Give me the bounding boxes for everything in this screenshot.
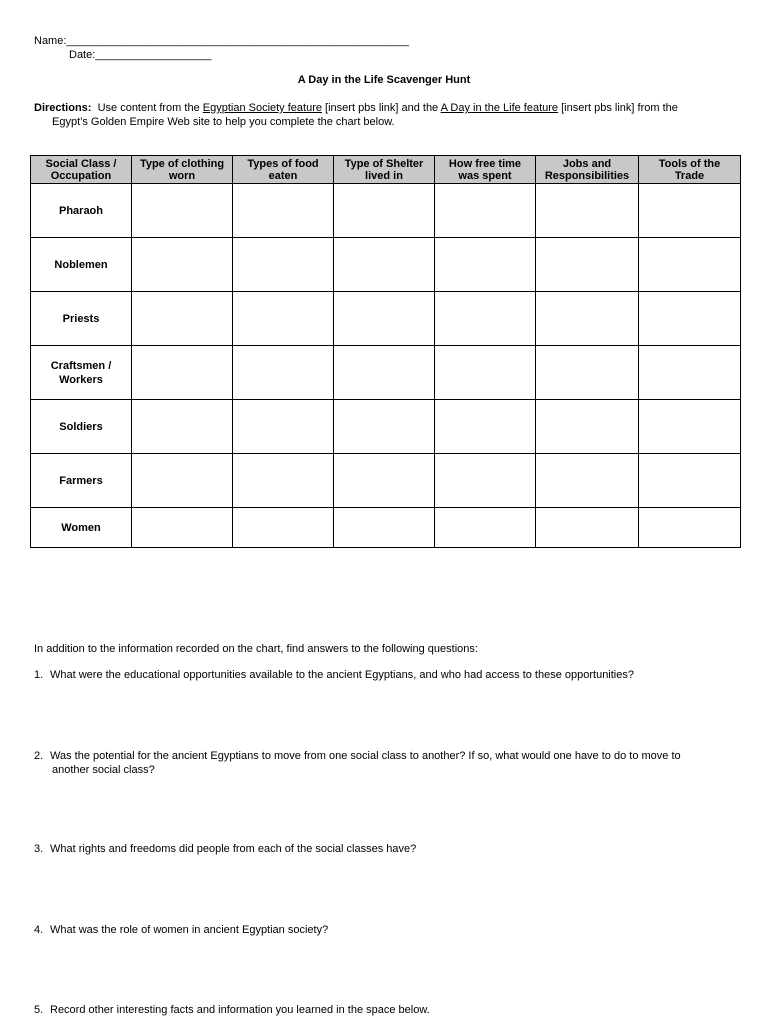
table-cell[interactable]	[334, 346, 435, 400]
table-cell[interactable]	[132, 400, 233, 454]
table-cell[interactable]	[334, 292, 435, 346]
table-cell[interactable]	[435, 400, 536, 454]
question-number: 4.	[34, 924, 44, 936]
directions-text-2: [insert pbs link] and the	[322, 102, 441, 114]
table-row	[31, 238, 741, 292]
row-header-farmers: Farmers	[31, 454, 132, 508]
table-cell[interactable]	[132, 508, 233, 548]
table-cell[interactable]	[132, 454, 233, 508]
table-cell[interactable]	[536, 400, 639, 454]
table-cell[interactable]	[536, 508, 639, 548]
row-header-pharaoh: Pharaoh	[31, 184, 132, 238]
table-cell[interactable]	[639, 400, 741, 454]
table-header-row	[31, 156, 741, 184]
column-header-social-class: Social Class / Occupation	[31, 156, 132, 184]
table-cell[interactable]	[132, 184, 233, 238]
table-cell[interactable]	[334, 454, 435, 508]
question-1	[34, 669, 634, 681]
table-cell[interactable]	[536, 238, 639, 292]
name-blank[interactable]: ________________________________________________________	[66, 35, 409, 47]
table-cell[interactable]	[334, 184, 435, 238]
questions-intro: In addition to the information recorded on the chart, find answers to the following questions:	[34, 643, 478, 655]
row-header-women: Women	[31, 508, 132, 548]
table-cell[interactable]	[334, 400, 435, 454]
table-row	[31, 508, 741, 548]
column-header-food: Types of food eaten	[233, 156, 334, 184]
scavenger-hunt-chart	[30, 155, 741, 548]
table-cell[interactable]	[334, 238, 435, 292]
table-cell[interactable]	[639, 292, 741, 346]
table-cell[interactable]	[233, 508, 334, 548]
table-cell[interactable]	[132, 238, 233, 292]
directions-text-1: Use content from the	[91, 102, 203, 114]
date-label: Date:	[69, 49, 96, 61]
column-header-free-time: How free time was spent	[435, 156, 536, 184]
table-cell[interactable]	[233, 238, 334, 292]
table-cell[interactable]	[639, 238, 741, 292]
row-header-priests: Priests	[31, 292, 132, 346]
table-row	[31, 454, 741, 508]
question-3	[34, 843, 416, 855]
egyptian-society-link[interactable]: Egyptian Society feature	[202, 102, 322, 114]
name-label: Name:	[34, 35, 67, 47]
question-text: What was the role of women in ancient Egyptian society?	[50, 924, 329, 936]
table-cell[interactable]	[435, 184, 536, 238]
column-header-jobs: Jobs and Responsibilities	[536, 156, 639, 184]
column-header-tools: Tools of the Trade	[639, 156, 741, 184]
table-cell[interactable]	[233, 400, 334, 454]
question-text: What were the educational opportunities available to the ancient Egyptians, and who had access to these opportunities?	[50, 669, 634, 681]
table-cell[interactable]	[132, 346, 233, 400]
table-cell[interactable]	[639, 508, 741, 548]
question-number: 1.	[34, 669, 44, 681]
question-text: What rights and freedoms did people from each of the social classes have?	[50, 843, 417, 855]
table-cell[interactable]	[536, 184, 639, 238]
date-field[interactable]	[69, 49, 212, 61]
table-row	[31, 184, 741, 238]
table-cell[interactable]	[334, 508, 435, 548]
column-header-clothing: Type of clothing worn	[132, 156, 233, 184]
question-number: 3.	[34, 843, 44, 855]
question-text: Record other interesting facts and information you learned in the space below.	[50, 1004, 430, 1016]
row-header-craftsmen: Craftsmen / Workers	[31, 346, 132, 400]
table-row	[31, 400, 741, 454]
question-number: 2.	[34, 750, 44, 762]
table-cell[interactable]	[639, 184, 741, 238]
question-text: Was the potential for the ancient Egyptians to move from one social class to another? If so, what would one have to do to move to	[50, 750, 681, 762]
table-cell[interactable]	[233, 184, 334, 238]
table-row	[31, 346, 741, 400]
column-header-shelter: Type of Shelter lived in	[334, 156, 435, 184]
page-title: A Day in the Life Scavenger Hunt	[297, 74, 471, 86]
directions-label: Directions:	[34, 102, 92, 114]
table-cell[interactable]	[435, 454, 536, 508]
directions-line-2: Egypt’s Golden Empire Web site to help you complete the chart below.	[52, 116, 395, 128]
question-5	[34, 1004, 430, 1016]
table-cell[interactable]	[639, 346, 741, 400]
table-cell[interactable]	[233, 292, 334, 346]
date-blank[interactable]: ___________________	[95, 49, 212, 61]
table-cell[interactable]	[435, 292, 536, 346]
table-cell[interactable]	[435, 508, 536, 548]
row-header-soldiers: Soldiers	[31, 400, 132, 454]
table-cell[interactable]	[132, 292, 233, 346]
table-cell[interactable]	[435, 238, 536, 292]
table-cell[interactable]	[536, 292, 639, 346]
table-row	[31, 292, 741, 346]
table-cell[interactable]	[536, 454, 639, 508]
table-cell[interactable]	[435, 346, 536, 400]
directions-text-3: [insert pbs link] from the	[558, 102, 678, 114]
row-header-noblemen: Noblemen	[31, 238, 132, 292]
question-4	[34, 924, 328, 936]
table-cell[interactable]	[639, 454, 741, 508]
question-2	[34, 750, 681, 762]
directions	[34, 102, 678, 114]
question-2-continuation: another social class?	[52, 764, 155, 776]
table-cell[interactable]	[536, 346, 639, 400]
name-field[interactable]	[34, 35, 409, 47]
day-in-the-life-link[interactable]: A Day in the Life feature	[440, 102, 559, 114]
question-number: 5.	[34, 1004, 44, 1016]
table-cell[interactable]	[233, 454, 334, 508]
table-cell[interactable]	[233, 346, 334, 400]
